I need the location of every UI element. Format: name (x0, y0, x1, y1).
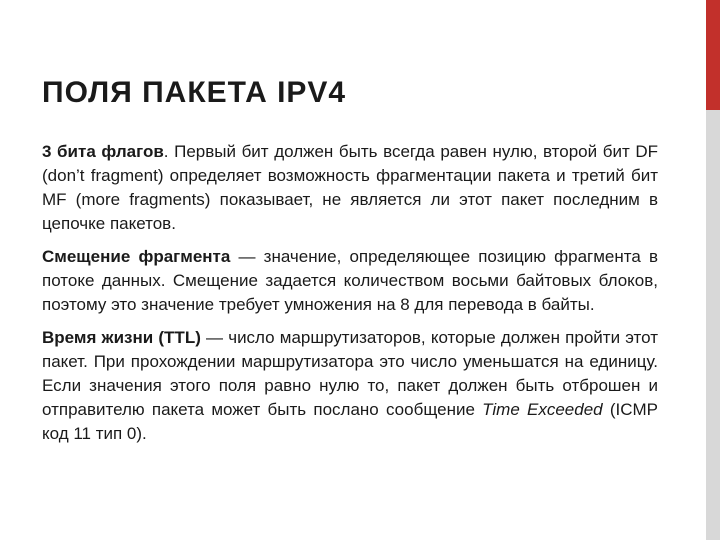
paragraph-ttl (42, 326, 658, 446)
text-ttl-italic: Time Exceeded (482, 400, 603, 419)
paragraph-fragment-offset (42, 245, 658, 317)
text-ttl: — число маршрутизаторов, которые должен пройти этот пакет. При прохождении маршрутизатора это число уменьшатся на единицу. Если значения этого поля равно нулю то, пакет должен быть отброшен и отправителю пакета может быть послано сообщение (42, 328, 659, 419)
term-flags: 3 бита флагов (42, 142, 164, 161)
text-ttl-tail: (ICMP код 11 тип 0). (42, 400, 658, 443)
slide-accent-bar (706, 0, 720, 110)
slide-title: ПОЛЯ ПАКЕТА IPV4 (42, 76, 347, 109)
slide-body (42, 140, 658, 455)
term-fragment-offset: Смещение фрагмента (42, 247, 231, 266)
text-fragment-offset: — значение, определяющее позицию фрагмента в потоке данных. Смещение задается количеством восьми байтовых блоков, поэтому это значение требует умножения на 8 для перевода в байты. (42, 247, 659, 314)
paragraph-flags (42, 140, 658, 236)
text-flags: . Первый бит должен быть всегда равен нулю, второй бит DF (don’t fragment) определяет возможность фрагментации пакета и третий бит MF (more fragments) показывает, не является ли этот пакет последним в цепочке пакетов. (42, 142, 658, 233)
term-ttl: Время жизни (TTL) (42, 328, 201, 347)
